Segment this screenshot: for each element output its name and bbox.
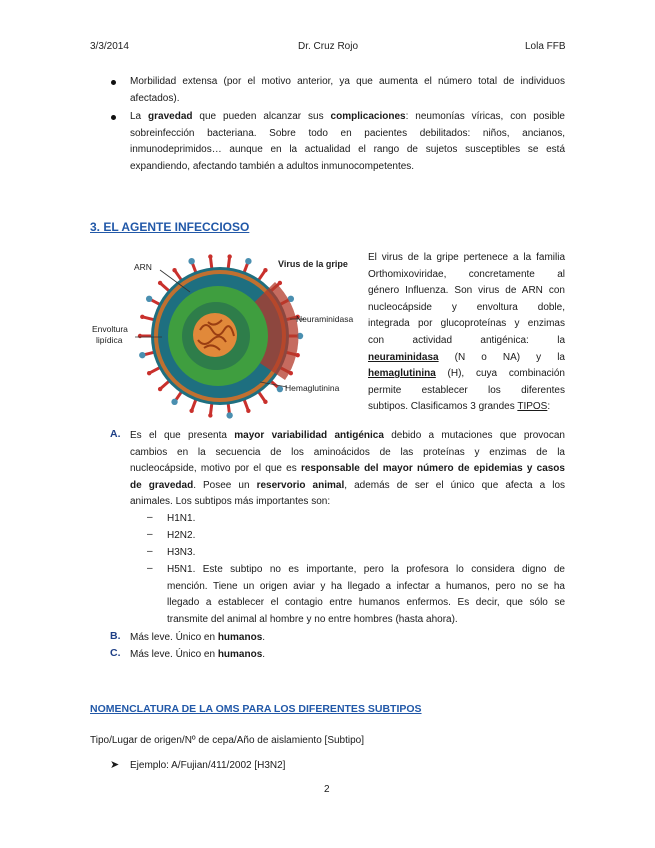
spike-head bbox=[140, 315, 144, 319]
spike-head bbox=[246, 409, 250, 413]
bold-term: gravedad bbox=[148, 111, 193, 122]
text-run: . bbox=[262, 649, 266, 660]
spike-head bbox=[278, 281, 282, 285]
text-line bbox=[130, 109, 565, 126]
header-author: Dr. Cruz Rojo bbox=[298, 41, 359, 52]
spike-head bbox=[158, 281, 162, 285]
text-line: mención. Tiene un origen aviar y ha llegado a infectar a humanos, pero no se ha bbox=[167, 580, 565, 592]
tipos-term: TIPOS bbox=[517, 401, 548, 413]
text-line: H5N1. Este subtipo no es importante, pero la profesora lo considera digno de bbox=[167, 564, 565, 575]
nomenclature-format: Tipo/Lugar de origen/Nº de cepa/Año de aislamiento [Subtipo] bbox=[90, 735, 365, 746]
text-run: La bbox=[130, 111, 149, 122]
type-b-text bbox=[130, 630, 265, 647]
text-line: transmite del animal al hombre y no entre hombres (hasta ahora). bbox=[167, 613, 458, 625]
spike-head bbox=[227, 254, 231, 258]
label-hemaglutinina: Hemaglutinina bbox=[285, 383, 340, 393]
text-line: expandiendo, afectando también a adultos inmunocompetentes. bbox=[130, 160, 415, 172]
figure-title: Virus de la gripe bbox=[278, 259, 348, 269]
spike-head bbox=[147, 371, 151, 375]
type-a-text bbox=[130, 428, 565, 511]
spike-head bbox=[208, 254, 212, 258]
spike-head bbox=[138, 334, 142, 338]
subtype-h2n2: H2N2. bbox=[167, 530, 196, 541]
text-run: debido a mutaciones que provocan bbox=[383, 430, 565, 441]
type-b-letter: B. bbox=[110, 630, 121, 642]
text-run: (H), cuya combinación bbox=[435, 368, 565, 380]
text-run: Más leve. Único en bbox=[130, 649, 218, 660]
text-line bbox=[368, 350, 565, 367]
spike-head bbox=[245, 258, 251, 264]
section-title: 3. EL AGENTE INFECCIOSO bbox=[90, 220, 250, 234]
text-run: : bbox=[547, 401, 551, 413]
text-line: permite establecer los diferentes bbox=[368, 384, 565, 396]
header-date: 3/3/2014 bbox=[90, 41, 129, 52]
text-run: . Posee un bbox=[193, 479, 257, 491]
bold-term: reservorio animal bbox=[256, 479, 345, 491]
spike-head bbox=[277, 386, 283, 392]
bullet-morbilidad bbox=[130, 74, 565, 107]
type-c-text bbox=[130, 647, 265, 664]
subtype-h5n1 bbox=[167, 562, 565, 628]
page-number: 2 bbox=[324, 784, 330, 795]
type-a-letter: A. bbox=[110, 428, 121, 440]
label-lipidica: lipídica bbox=[96, 335, 123, 345]
text-line: sobreinfección bacteriana. Sobre todo en pacientes debilitados: niños, ancianos, bbox=[130, 127, 565, 139]
text-run: Más leve. Único en bbox=[130, 632, 218, 643]
text-line: llegado a establecer el contagio entre humanos enfermos. Es decir, que sólo se bbox=[167, 597, 565, 609]
bold-term: de gravedad bbox=[130, 479, 194, 491]
nomenclature-example: Ejemplo: A/Fujian/411/2002 [H3N2] bbox=[130, 760, 286, 771]
text-line bbox=[368, 399, 565, 416]
text-run: (N o NA) y la bbox=[438, 351, 565, 363]
spike-head bbox=[139, 352, 145, 358]
text-run: , además de ser el único que afecta a los bbox=[344, 479, 566, 491]
label-arn: ARN bbox=[134, 262, 152, 272]
spike-head bbox=[263, 268, 267, 272]
text-run: Es el que presenta bbox=[130, 430, 235, 441]
text-line bbox=[368, 366, 565, 383]
text-line bbox=[130, 461, 565, 478]
text-line: integrada por glucoproteínas y enzimas bbox=[368, 318, 565, 330]
header-owner: Lola FFB bbox=[525, 41, 566, 52]
text-line bbox=[130, 428, 565, 445]
side-paragraph bbox=[368, 250, 565, 416]
spike-head bbox=[188, 258, 194, 264]
text-run: que pueden alcanzar sus bbox=[192, 111, 331, 122]
text-run: subtipos. Clasificamos 3 grandes bbox=[368, 401, 518, 413]
text-line: inmunodeprimidos… aunque en la actualidad el rango de sujetos susceptibles se está bbox=[130, 144, 565, 156]
bold-term: humanos bbox=[217, 649, 263, 660]
spike-head bbox=[208, 413, 212, 417]
label-envoltura: Envoltura bbox=[92, 324, 128, 334]
dash: – bbox=[147, 512, 153, 523]
bullet-dot bbox=[111, 80, 116, 85]
spike-head bbox=[146, 296, 152, 302]
bold-term: mayor variabilidad antigénica bbox=[234, 430, 384, 441]
spike-head bbox=[158, 387, 162, 391]
text-line: animales. Los subtipos más importantes son: bbox=[130, 496, 331, 508]
text-line: con actividad antigénica: la bbox=[368, 334, 565, 346]
text-line: afectados). bbox=[130, 92, 180, 104]
spike-head bbox=[263, 400, 267, 404]
text-run: nucleocápside, motivo por el que es bbox=[130, 463, 301, 475]
text-run: : neumonías víricas, con posible bbox=[405, 111, 565, 122]
text-line: género Influenza. Son virus de ARN con bbox=[368, 285, 565, 297]
dash: – bbox=[147, 529, 153, 540]
text-line: cambios en la secuencia de los aminoácidos de las proteínas y enzimas de la bbox=[130, 446, 565, 458]
text-line: Morbilidad extensa (por el motivo anterior, ya que aumenta el número total de individuos bbox=[130, 76, 565, 87]
spike-head bbox=[189, 409, 193, 413]
bold-term: humanos bbox=[217, 632, 263, 643]
text-run: . bbox=[262, 632, 266, 643]
dash: – bbox=[147, 563, 153, 574]
bold-term: complicaciones bbox=[330, 111, 406, 122]
bullet-gravedad bbox=[130, 109, 565, 175]
rna-core bbox=[193, 313, 237, 357]
neuraminidasa-term: neuraminidasa bbox=[368, 351, 439, 363]
spike-head bbox=[226, 412, 232, 418]
arrow-bullet-icon: ➤ bbox=[110, 759, 120, 771]
text-line: El virus de la gripe pertenece a la familia bbox=[368, 252, 565, 263]
spike-head bbox=[172, 268, 176, 272]
type-c-letter: C. bbox=[110, 647, 121, 659]
text-line: nucleocápside y envoltura doble, bbox=[368, 301, 565, 313]
spike-head bbox=[171, 399, 177, 405]
subtype-h3n3: H3N3. bbox=[167, 547, 196, 558]
text-line: Orthomixoviridae, concretamente al bbox=[368, 268, 565, 280]
subtype-h1n1: H1N1. bbox=[167, 513, 196, 524]
text-line bbox=[130, 478, 565, 495]
hemaglutinina-term: hemaglutinina bbox=[368, 368, 436, 380]
bold-term: responsable del mayor número de epidemias y casos bbox=[300, 463, 565, 475]
nomenclature-title: NOMENCLATURA DE LA OMS PARA LOS DIFERENTES SUBTIPOS bbox=[90, 703, 422, 715]
dash: – bbox=[147, 546, 153, 557]
virus-illustration bbox=[90, 252, 362, 420]
virus-figure bbox=[90, 252, 362, 420]
label-neuraminidasa: Neuraminidasa bbox=[296, 314, 354, 324]
bullet-dot bbox=[111, 115, 116, 120]
